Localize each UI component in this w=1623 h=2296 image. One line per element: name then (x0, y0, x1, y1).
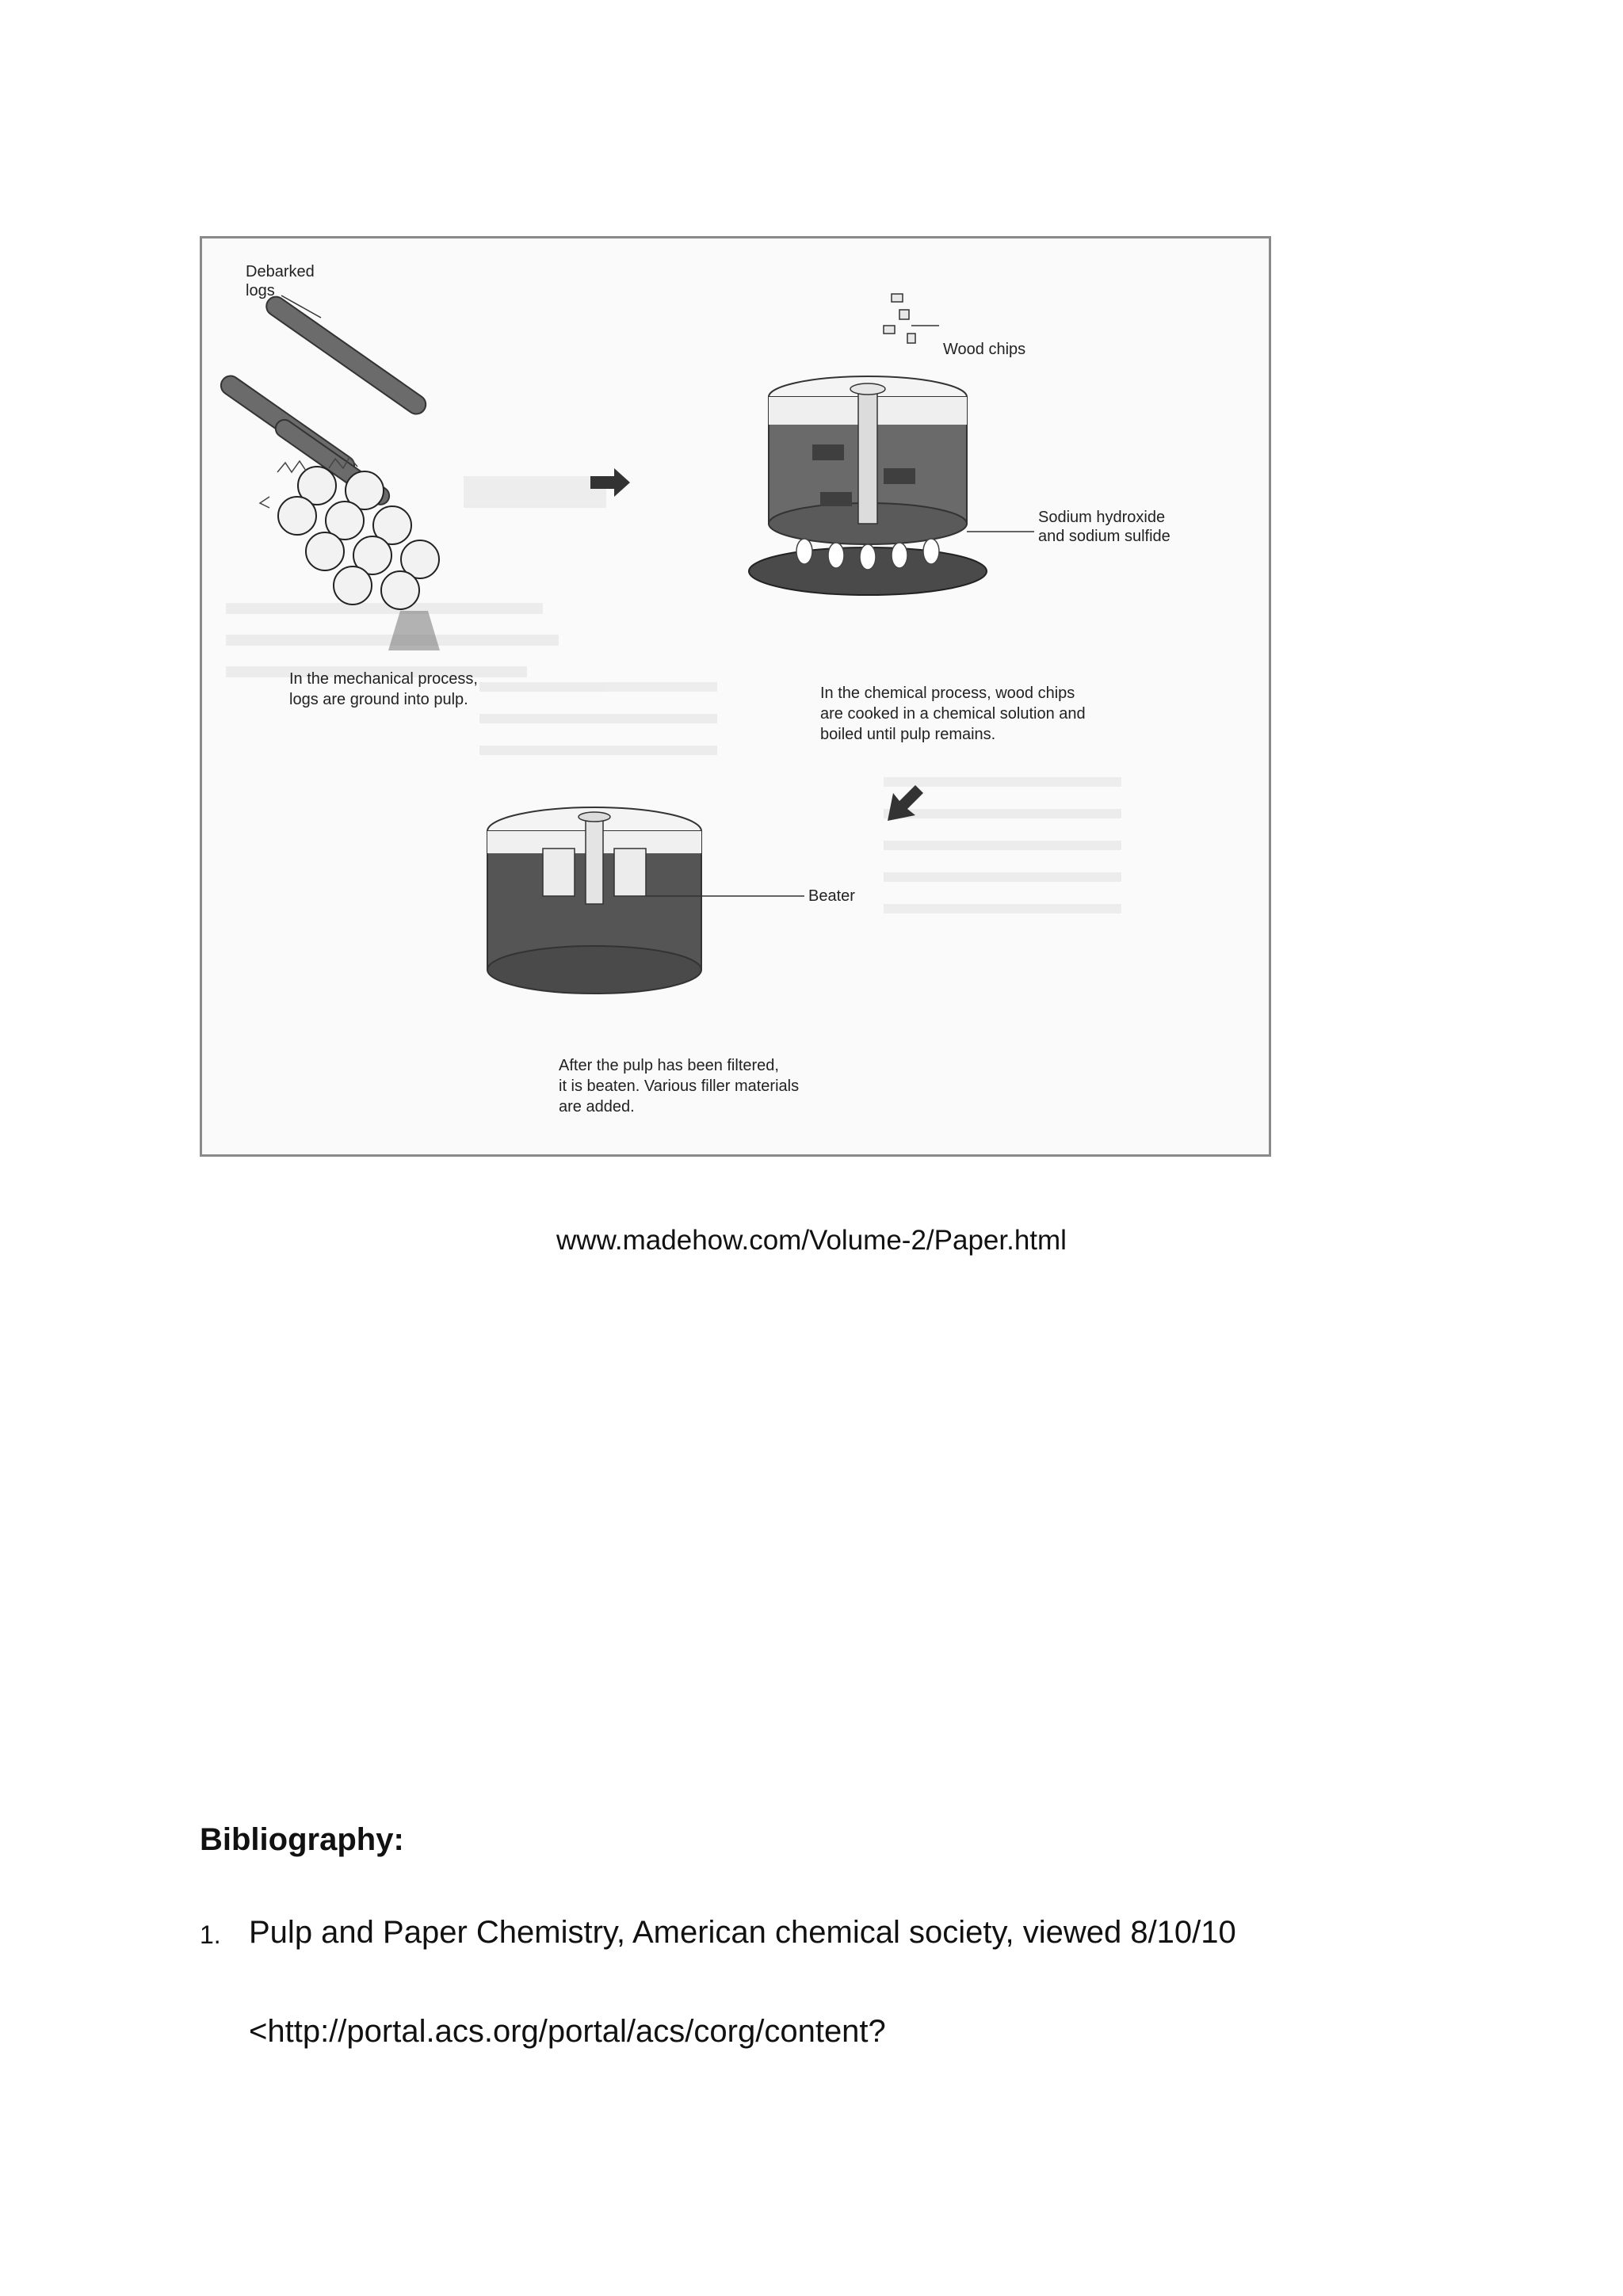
label-chemicals-2: and sodium sulfide (1038, 528, 1170, 545)
mechanical-grinder-illustration (217, 293, 440, 650)
caption-chemical-3: boiled until pulp remains. (820, 726, 996, 743)
caption-beaten-1: After the pulp has been filtered, (559, 1057, 779, 1074)
wood-chips-pile (884, 294, 915, 343)
bibliography-item-line1: Pulp and Paper Chemistry, American chemical society, viewed 8/10/10 (249, 1915, 1236, 1950)
paper-making-diagram (200, 236, 1271, 1157)
caption-chemical-2: are cooked in a chemical solution and (820, 705, 1086, 723)
caption-beaten-2: it is beaten. Various filler materials (559, 1077, 800, 1095)
source-url: www.madehow.com/Volume-2/Paper.html (556, 1225, 1067, 1256)
label-wood-chips: Wood chips (943, 341, 1026, 358)
label-debarked-logs-2: logs (246, 282, 275, 299)
bibliography-heading: Bibliography: (200, 1822, 404, 1857)
caption-mechanical-1: In the mechanical process, (289, 670, 478, 688)
caption-mechanical-2: logs are ground into pulp. (289, 691, 468, 708)
label-chemicals-1: Sodium hydroxide (1038, 509, 1166, 526)
beater-vat-illustration (487, 807, 804, 994)
pulp-stream (388, 611, 440, 650)
diagram-svg (202, 238, 1271, 1157)
bibliography-item-number: 1. (200, 1920, 221, 1949)
label-debarked-logs-1: Debarked (246, 263, 315, 280)
caption-chemical-1: In the chemical process, wood chips (820, 685, 1075, 702)
caption-beaten-3: are added. (559, 1098, 635, 1116)
bibliography-item-line2: <http://portal.acs.org/portal/acs/corg/content? (249, 2014, 886, 2049)
chemical-digester-illustration (749, 294, 1034, 595)
label-beater: Beater (808, 887, 855, 905)
